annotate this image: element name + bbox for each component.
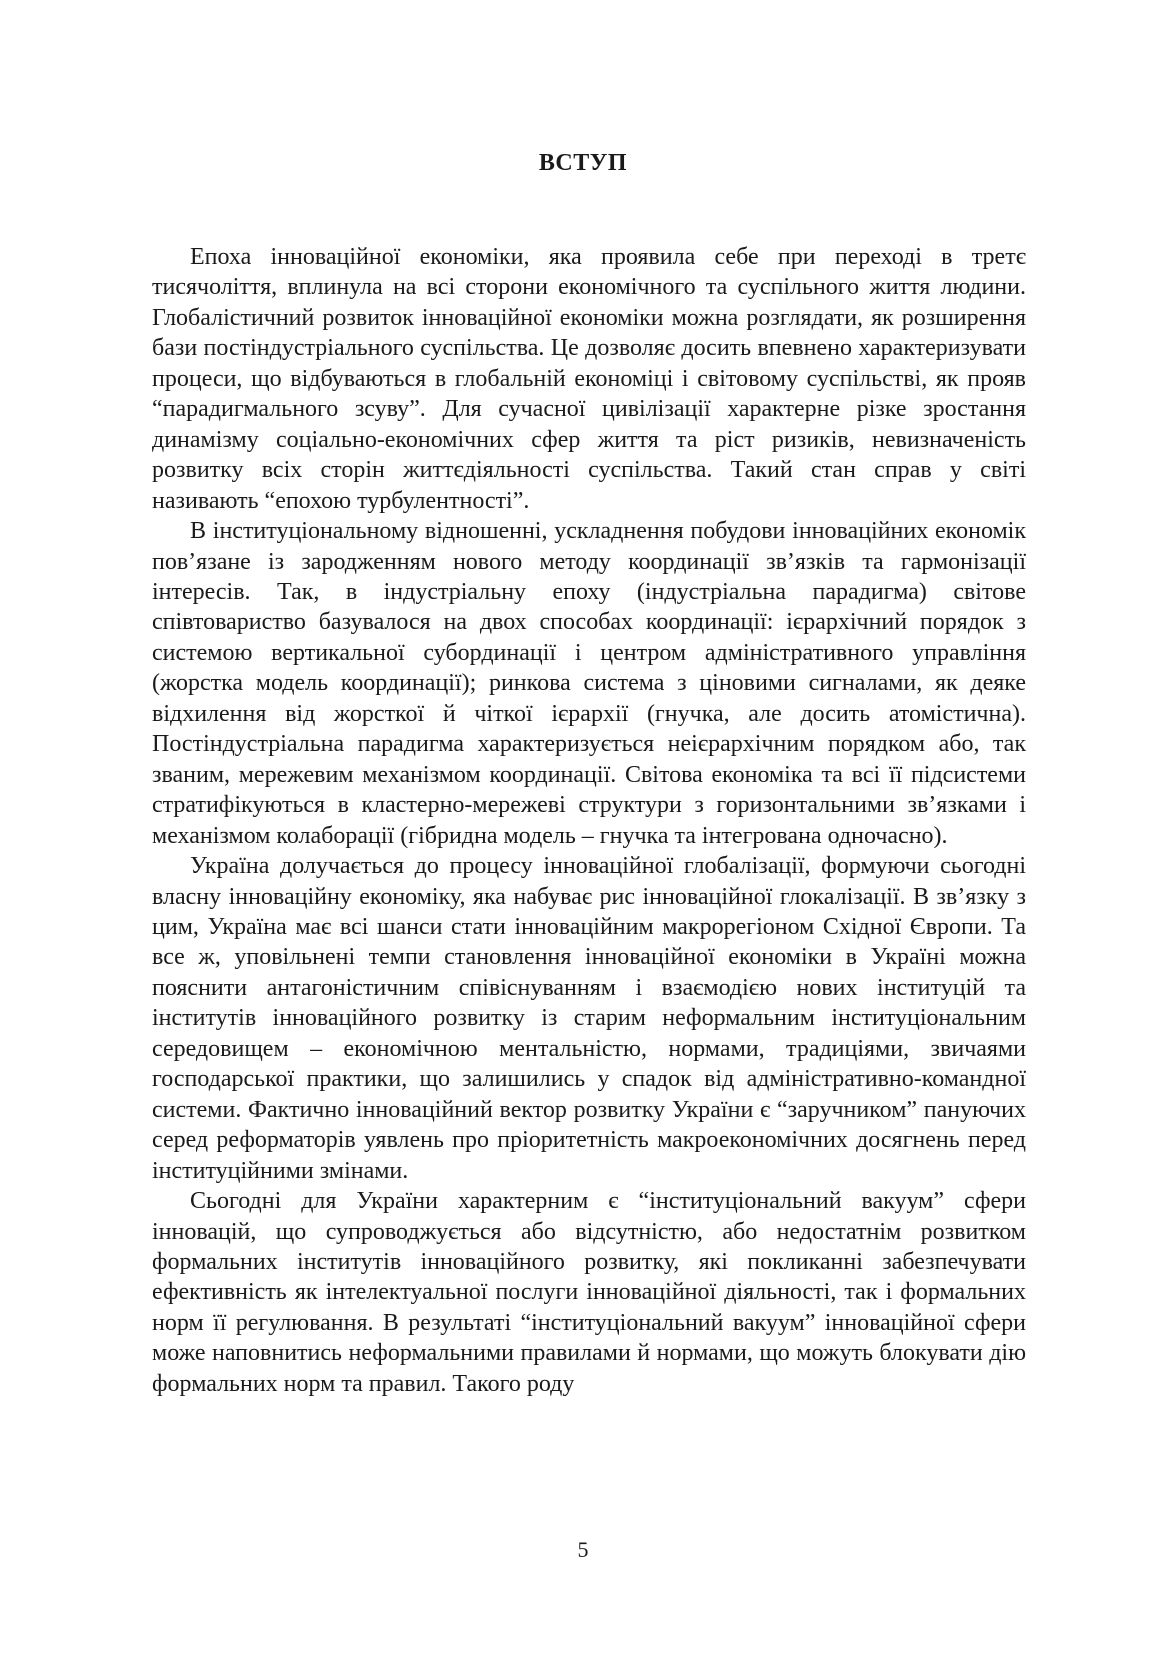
page-title: ВСТУП xyxy=(538,150,628,176)
paragraph-3: Україна долучається до процесу інноваційної глобалізації, формуючи сьогодні власну інноваційну економіку, яка набуває рис інноваційної глокалізації. В зв’язку з цим, Україна має всі шанси стати інноваційним макрорегіоном Східної Європи. Та все ж, уповільнені темпи становлення інноваційної економіки в Україні можна пояснити антагоністичним співіснуванням і взаємодією нових інституцій та інститутів інноваційного розвитку із старим неформальним інституціональним середовищем – економічною ментальністю, нормами, традиціями, звичаями господарської практики, що залишились у спадок від адміністративно-командної системи. Фактично інноваційний вектор розвитку України є “заручником” пануючих серед реформаторів уявлень про пріоритетність макроекономічних досягнень перед інституційними змінами. xyxy=(152,853,1026,1184)
paragraph-1: Епоха інноваційної економіки, яка проявила себе при переході в третє тисячоліття, вплинула на всі сторони економічного та суспільного життя людини. Глобалістичний розвиток інноваційної економіки можна розглядати, як розширення бази постіндустріального суспільства. Це дозволяє досить впевнено характеризувати процеси, що відбуваються в глобальній економіці і світовому суспільстві, як прояв “парадигмального зсуву”. Для сучасної цивілізації характерне різке зростання динамізму соціально-економічних сфер життя та ріст ризиків, невизначеність розвитку всіх сторін життєдіяльності суспільства. Такий стан справ у світі називають “епохою турбулентності”. xyxy=(152,244,1026,514)
page-number: 5 xyxy=(577,1537,589,1562)
body-text xyxy=(152,242,1026,1399)
paragraph-2: В інституціональному відношенні, ускладнення побудови інноваційних економік пов’язане із зародженням нового методу координації зв’язків та гармонізації інтересів. Так, в індустріальну епоху (індустріальна парадигма) світове співтовариство базувалося на двох способах координації: ієрархічний порядок з системою вертикальної субординації і центром адміністративного управління (жорстка модель координації); ринкова система з ціновими сигналами, як деяке відхилення від жорсткої й чіткої ієрархії (гнучка, але досить атомістична). Постіндустріальна парадигма характеризується неієрархічним порядком або, так званим, мережевим механізмом координації. Світова економіка та всі її підсистеми стратифікуються в кластерно-мережеві структури з горизонтальними зв’язками і механізмом колаборації (гібридна модель – гнучка та інтегрована одночасно). xyxy=(152,518,1026,849)
paragraph-4: Сьогодні для України характерним є “інституціональний вакуум” сфери інновацій, що супроводжується або відсутністю, або недостатнім розвитком формальних інститутів інноваційного розвитку, які покликанні забезпечувати ефективність як інтелектуальної послуги інноваційної діяльності, так і формальних норм її регулювання. В результаті “інституціональний вакуум” інноваційної сфери може наповнитись неформальними правилами й нормами, що можуть блокувати дію формальних норм та правил. Такого роду xyxy=(152,1188,1026,1397)
